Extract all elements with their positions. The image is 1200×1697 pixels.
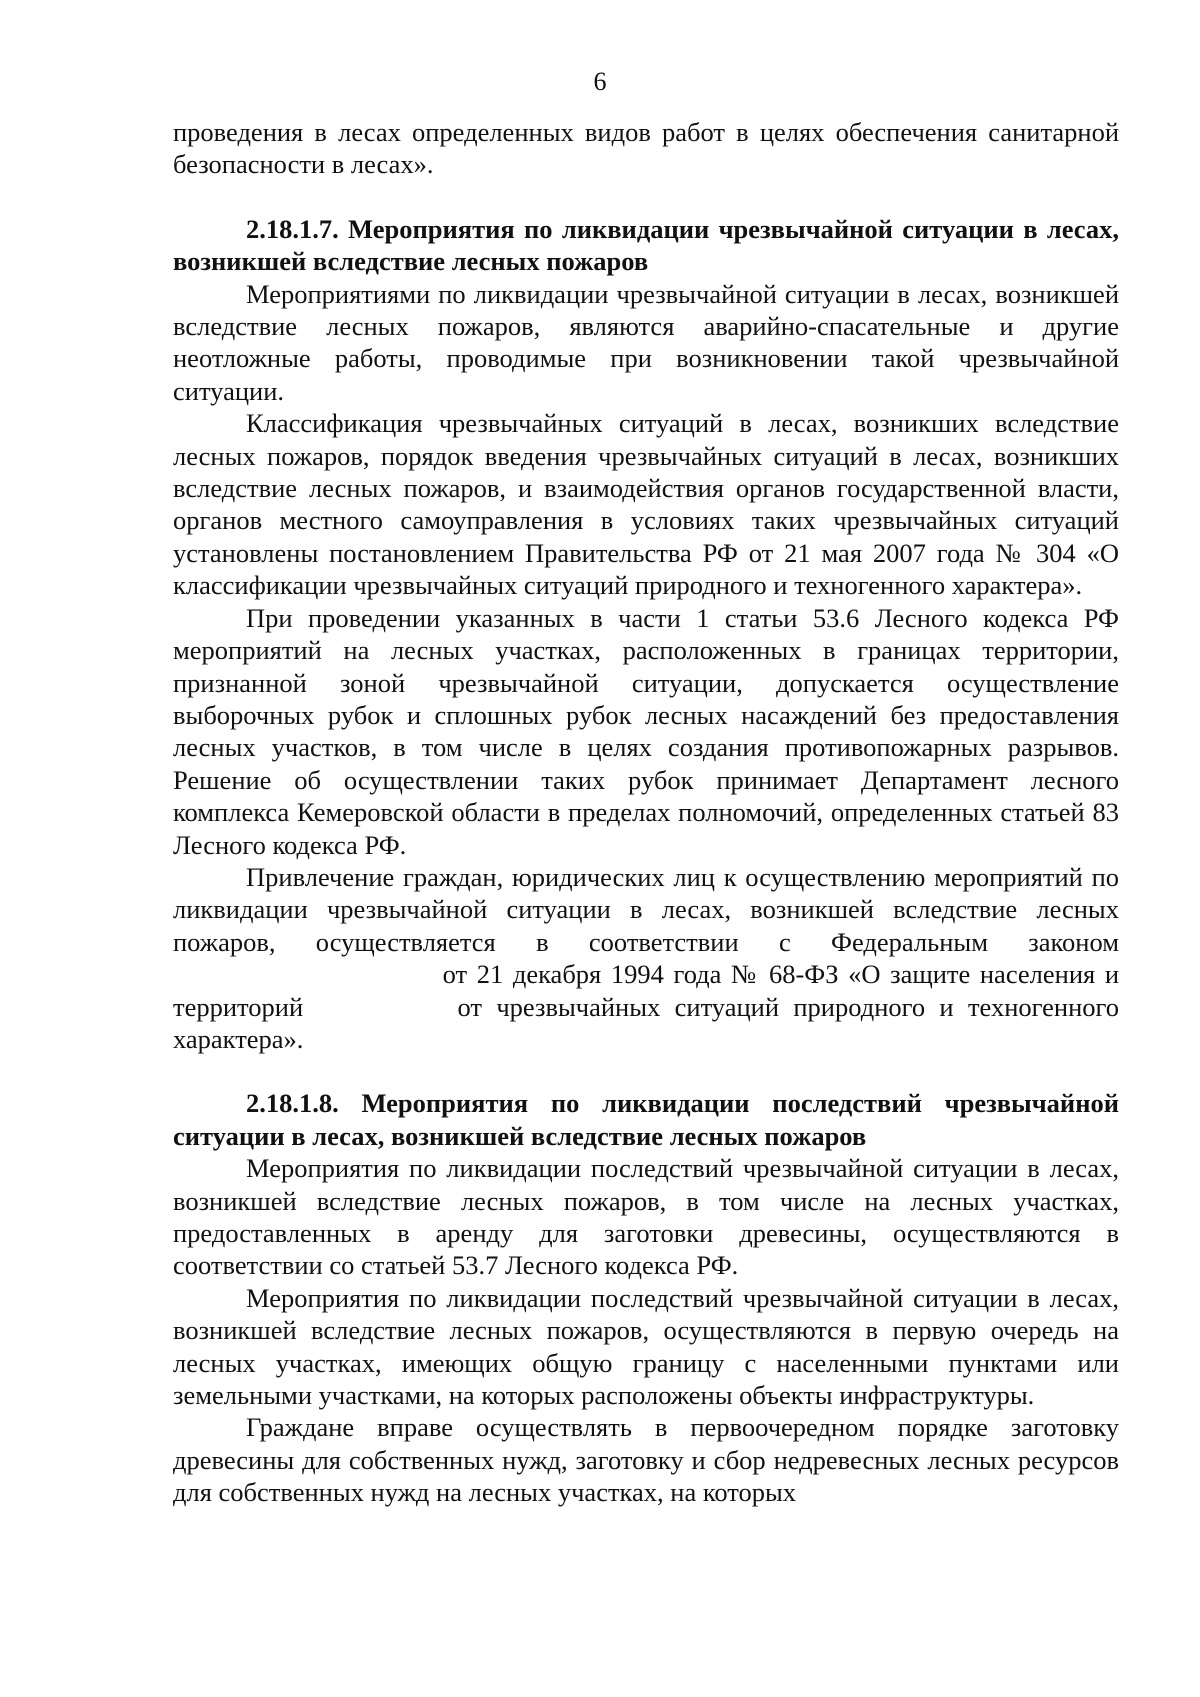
paragraph: Мероприятия по ликвидации последствий чрезвычайной ситуации в лесах, возникшей вследствие лесных пожаров, осуществляются в первую очередь на лесных участках, имеющих общую границу с населенными пунктами или земельными участками, на которых расположены объекты инфраструктуры. xyxy=(173,1282,1119,1411)
paragraph xyxy=(173,861,1119,1055)
paragraph-text-part: от 21 декабря 1994 года № 68-ФЗ «О защите населения и территорий xyxy=(173,959,1120,1022)
document-body xyxy=(173,116,1119,1509)
paragraph-continuation: проведения в лесах определенных видов работ в целях обеспечения санитарной безопасности в лесах». xyxy=(173,117,1119,180)
section-heading-2-18-1-7: 2.18.1.7. Мероприятия по ликвидации чрезвычайной ситуации в лесах, возникшей вследствие лесных пожаров xyxy=(173,213,1119,277)
paragraph: При проведении указанных в части 1 статьи 53.6 Лесного кодекса РФ мероприятий на лесных участках, расположенных в границах территории, признанной зоной чрезвычайной ситуации, допускается осуществление выборочных рубок и сплошных рубок лесных насаждений без предоставления лесных участков, в том числе в целях создания противопожарных разрывов. Решение об осуществлении таких рубок принимает Департамент лесного комплекса Кемеровской области в пределах полномочий, определенных статьей 83 Лесного кодекса РФ. xyxy=(173,602,1119,860)
page-number: 6 xyxy=(593,67,607,96)
paragraph: Граждане вправе осуществлять в первоочередном порядке заготовку древесины для собственных нужд, заготовку и сбор недревесных лесных ресурсов для собственных нужд на лесных участках, на которых xyxy=(173,1412,1119,1508)
section-heading-2-18-1-8: 2.18.1.8. Мероприятия по ликвидации последствий чрезвычайной ситуации в лесах, возникшей вследствие лесных пожаров xyxy=(173,1088,1119,1151)
paragraph-text-part: Привлечение граждан, юридических лиц к осуществлению мероприятий по ликвидации чрезвычайной ситуации в лесах, возникшей вследствие лесных пожаров, осуществляется в соответствии с Федеральным законом xyxy=(173,861,1119,957)
paragraph: Мероприятиями по ликвидации чрезвычайной ситуации в лесах, возникшей вследствие лесных пожаров, являются аварийно-спасательные и другие неотложные работы, проводимые при возникновении такой чрезвычайной ситуации. xyxy=(173,278,1119,406)
paragraph: Классификация чрезвычайных ситуаций в лесах, возникших вследствие лесных пожаров, порядок введения чрезвычайных ситуаций в лесах, возникших вследствие лесных пожаров, и взаимодействия органов государственной власти, органов местного самоуправления в условиях таких чрезвычайных ситуаций установлены постановлением Правительства РФ от 21 мая 2007 года № 304 «О классификации чрезвычайных ситуаций природного и техногенного характера». xyxy=(173,408,1119,601)
paragraph: Мероприятия по ликвидации последствий чрезвычайной ситуации в лесах, возникшей вследствие лесных пожаров, в том числе на лесных участках, предоставленных в аренду для заготовки древесины, осуществляются в соответствии со статьей 53.7 Лесного кодекса РФ. xyxy=(173,1153,1119,1281)
paragraph-text-part: от чрезвычайных ситуаций природного и техногенного характера». xyxy=(173,991,1119,1054)
